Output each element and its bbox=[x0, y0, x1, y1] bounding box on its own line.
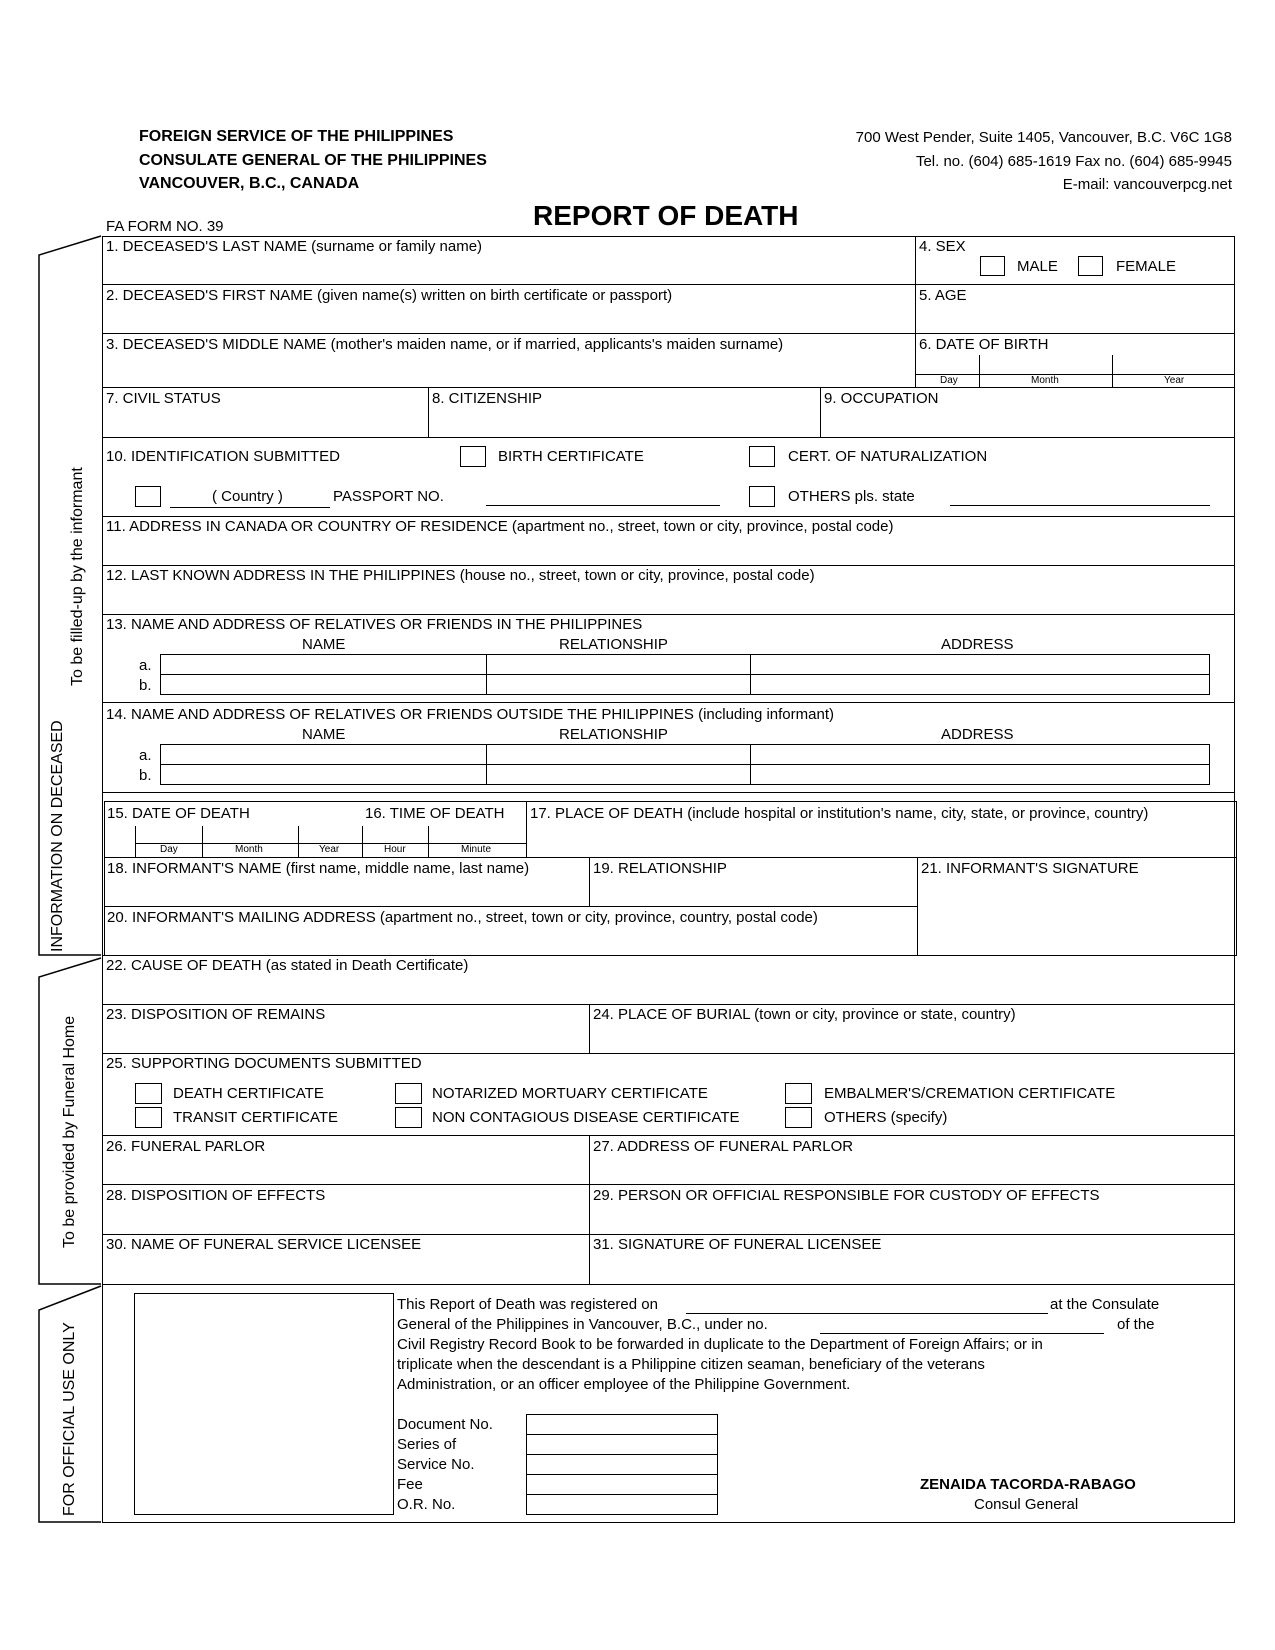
passport-number-line[interactable] bbox=[486, 505, 720, 506]
checkbox-death-certificate[interactable] bbox=[135, 1083, 162, 1104]
field-15-date-of-death[interactable]: 15. DATE OF DEATH bbox=[107, 805, 250, 822]
label-female: FEMALE bbox=[1116, 258, 1177, 275]
label-series-of: Series of bbox=[397, 1436, 457, 1453]
field-3-middle-name[interactable]: 3. DECEASED'S MIDDLE NAME (mother's maiden name, or if married, applicants's maiden surname) bbox=[106, 336, 784, 353]
row-b-13: b. bbox=[139, 677, 152, 694]
header-address: 700 West Pender, Suite 1405, Vancouver, B.C. V6C 1G8 bbox=[855, 129, 1232, 146]
field-8-citizenship[interactable]: 8. CITIZENSHIP bbox=[432, 390, 543, 407]
field-28-disposition-of-effects[interactable]: 28. DISPOSITION OF EFFECTS bbox=[106, 1187, 326, 1204]
checkbox-male[interactable] bbox=[980, 256, 1005, 276]
col-name-14: NAME bbox=[302, 726, 346, 743]
field-25-supporting-documents: 25. SUPPORTING DOCUMENTS SUBMITTED bbox=[106, 1055, 422, 1072]
official-text-line4: triplicate when the descendant is a Philippine citizen seaman, beneficiary of the veterans bbox=[397, 1356, 985, 1373]
field-31-funeral-licensee-signature[interactable]: 31. SIGNATURE OF FUNERAL LICENSEE bbox=[593, 1236, 882, 1253]
field-29-custody-of-effects[interactable]: 29. PERSON OR OFFICIAL RESPONSIBLE FOR CUSTODY OF EFFECTS bbox=[593, 1187, 1100, 1204]
side-label-funeral: To be provided by Funeral Home bbox=[61, 1015, 78, 1248]
signatory-name: ZENAIDA TACORDA-RABAGO bbox=[920, 1476, 1136, 1493]
label-others-specify: OTHERS (specify) bbox=[824, 1109, 948, 1126]
label-notarized-mortuary: NOTARIZED MORTUARY CERTIFICATE bbox=[432, 1085, 708, 1102]
dob-year: Year bbox=[1164, 375, 1185, 386]
field-16-time-of-death[interactable]: 16. TIME OF DEATH bbox=[365, 805, 505, 822]
field-13-relatives-ph: 13. NAME AND ADDRESS OF RELATIVES OR FRIENDS IN THE PHILIPPINES bbox=[106, 616, 643, 633]
label-others-state: OTHERS pls. state bbox=[788, 488, 915, 505]
registration-date-line[interactable] bbox=[686, 1313, 1048, 1314]
field-19-relationship[interactable]: 19. RELATIONSHIP bbox=[593, 860, 727, 877]
label-fee: Fee bbox=[397, 1476, 423, 1493]
field-5-age[interactable]: 5. AGE bbox=[919, 287, 967, 304]
official-text-line2b: of the bbox=[1117, 1316, 1155, 1333]
dod-month: Month bbox=[235, 844, 263, 855]
label-transit-certificate: TRANSIT CERTIFICATE bbox=[173, 1109, 339, 1126]
field-30-funeral-licensee-name[interactable]: 30. NAME OF FUNERAL SERVICE LICENSEE bbox=[106, 1236, 422, 1253]
row-b-14: b. bbox=[139, 767, 152, 784]
official-numbers-table[interactable] bbox=[526, 1414, 718, 1515]
col-name-13: NAME bbox=[302, 636, 346, 653]
field-11-address-canada[interactable]: 11. ADDRESS IN CANADA OR COUNTRY OF RESIDENCE (apartment no., street, town or city, province, postal code) bbox=[106, 518, 894, 535]
checkbox-others-id[interactable] bbox=[749, 486, 775, 507]
checkbox-birth-certificate[interactable] bbox=[460, 446, 486, 467]
col-address-13: ADDRESS bbox=[941, 636, 1014, 653]
field-22-cause-of-death[interactable]: 22. CAUSE OF DEATH (as stated in Death Certificate) bbox=[106, 957, 469, 974]
official-text-line5: Administration, or an officer employee of the Philippine Government. bbox=[397, 1376, 851, 1393]
label-male: MALE bbox=[1017, 258, 1058, 275]
side-label-official: FOR OFFICIAL USE ONLY bbox=[61, 1322, 78, 1516]
field-7-civil-status[interactable]: 7. CIVIL STATUS bbox=[106, 390, 221, 407]
field-12-address-philippines[interactable]: 12. LAST KNOWN ADDRESS IN THE PHILIPPINES (house no., street, town or city, province, postal code) bbox=[106, 567, 815, 584]
header-email: E-mail: vancouverpcg.net bbox=[1062, 176, 1232, 193]
signatory-title: Consul General bbox=[974, 1496, 1079, 1513]
checkbox-passport[interactable] bbox=[135, 486, 161, 507]
official-text-line1: This Report of Death was registered on bbox=[397, 1296, 658, 1313]
field-17-place-of-death[interactable]: 17. PLACE OF DEATH (include hospital or institution's name, city, state, or province, country) bbox=[530, 805, 1149, 822]
tod-hour: Hour bbox=[384, 844, 406, 855]
field-14-relatives-abroad: 14. NAME AND ADDRESS OF RELATIVES OR FRIENDS OUTSIDE THE PHILIPPINES (including informant) bbox=[106, 706, 834, 723]
tod-minute: Minute bbox=[461, 844, 492, 855]
field-2-first-name[interactable]: 2. DECEASED'S FIRST NAME (given name(s) written on birth certificate or passport) bbox=[106, 287, 673, 304]
header-phone: Tel. no. (604) 685-1619 Fax no. (604) 685-9945 bbox=[915, 153, 1232, 170]
label-service-no: Service No. bbox=[397, 1456, 475, 1473]
side-label-deceased: INFORMATION ON DECEASED bbox=[49, 720, 66, 952]
field-10-identification: 10. IDENTIFICATION SUBMITTED bbox=[106, 448, 340, 465]
label-country: ( Country ) bbox=[212, 488, 283, 505]
dob-day: Day bbox=[940, 375, 958, 386]
label-embalmer-cremation: EMBALMER'S/CREMATION CERTIFICATE bbox=[824, 1085, 1116, 1102]
checkbox-embalmer-cremation[interactable] bbox=[785, 1083, 812, 1104]
header-consulate: CONSULATE GENERAL OF THE PHILIPPINES bbox=[139, 152, 487, 169]
official-text-line3: Civil Registry Record Book to be forwarded in duplicate to the Department of Foreign Affairs; or in bbox=[397, 1336, 1043, 1353]
field-18-informant-name[interactable]: 18. INFORMANT'S NAME (first name, middle name, last name) bbox=[107, 860, 530, 877]
label-birth-certificate: BIRTH CERTIFICATE bbox=[498, 448, 644, 465]
label-or-no: O.R. No. bbox=[397, 1496, 456, 1513]
col-address-14: ADDRESS bbox=[941, 726, 1014, 743]
label-passport: PASSPORT NO. bbox=[333, 488, 444, 505]
row-a-14: a. bbox=[139, 747, 152, 764]
field-21-informant-signature[interactable]: 21. INFORMANT'S SIGNATURE bbox=[921, 860, 1139, 877]
checkbox-non-contagious[interactable] bbox=[395, 1107, 422, 1128]
field-20-informant-mailing-address[interactable]: 20. INFORMANT'S MAILING ADDRESS (apartment no., street, town or city, province, country, postal code) bbox=[107, 909, 818, 926]
official-text-line1b: at the Consulate bbox=[1050, 1296, 1160, 1313]
label-naturalization: CERT. OF NATURALIZATION bbox=[788, 448, 988, 465]
checkbox-naturalization[interactable] bbox=[749, 446, 775, 467]
field-24-place-of-burial[interactable]: 24. PLACE OF BURIAL (town or city, province or state, country) bbox=[593, 1006, 1016, 1023]
field-23-disposition-of-remains[interactable]: 23. DISPOSITION OF REMAINS bbox=[106, 1006, 326, 1023]
checkbox-transit-certificate[interactable] bbox=[135, 1107, 162, 1128]
label-document-no: Document No. bbox=[397, 1416, 493, 1433]
registration-number-line[interactable] bbox=[820, 1333, 1104, 1334]
col-relationship-14: RELATIONSHIP bbox=[559, 726, 668, 743]
field-26-funeral-parlor[interactable]: 26. FUNERAL PARLOR bbox=[106, 1138, 266, 1155]
photo-stamp-box bbox=[134, 1293, 394, 1515]
others-id-line[interactable] bbox=[950, 505, 1210, 506]
field-4-sex: 4. SEX bbox=[919, 238, 966, 255]
form-number: FA FORM NO. 39 bbox=[106, 218, 224, 235]
checkbox-female[interactable] bbox=[1078, 256, 1103, 276]
dob-month: Month bbox=[1031, 375, 1059, 386]
label-death-certificate: DEATH CERTIFICATE bbox=[173, 1085, 324, 1102]
checkbox-others-specify[interactable] bbox=[785, 1107, 812, 1128]
official-text-line2: General of the Philippines in Vancouver, B.C., under no. bbox=[397, 1316, 768, 1333]
field-1-last-name[interactable]: 1. DECEASED'S LAST NAME (surname or family name) bbox=[106, 238, 483, 255]
col-relationship-13: RELATIONSHIP bbox=[559, 636, 668, 653]
field-6-date-of-birth[interactable]: 6. DATE OF BIRTH bbox=[919, 336, 1049, 353]
row-a-13: a. bbox=[139, 657, 152, 674]
informant-section bbox=[104, 801, 1237, 956]
page-title: REPORT OF DEATH bbox=[533, 200, 799, 231]
field-9-occupation[interactable]: 9. OCCUPATION bbox=[824, 390, 939, 407]
checkbox-notarized-mortuary[interactable] bbox=[395, 1083, 422, 1104]
dod-year: Year bbox=[319, 844, 340, 855]
side-label-informant: To be filled-up by the informant bbox=[69, 467, 86, 686]
label-non-contagious: NON CONTAGIOUS DISEASE CERTIFICATE bbox=[432, 1109, 740, 1126]
field-27-funeral-parlor-address[interactable]: 27. ADDRESS OF FUNERAL PARLOR bbox=[593, 1138, 854, 1155]
header-agency: FOREIGN SERVICE OF THE PHILIPPINES bbox=[139, 128, 454, 145]
header-city: VANCOUVER, B.C., CANADA bbox=[139, 175, 360, 192]
dod-day: Day bbox=[160, 844, 178, 855]
